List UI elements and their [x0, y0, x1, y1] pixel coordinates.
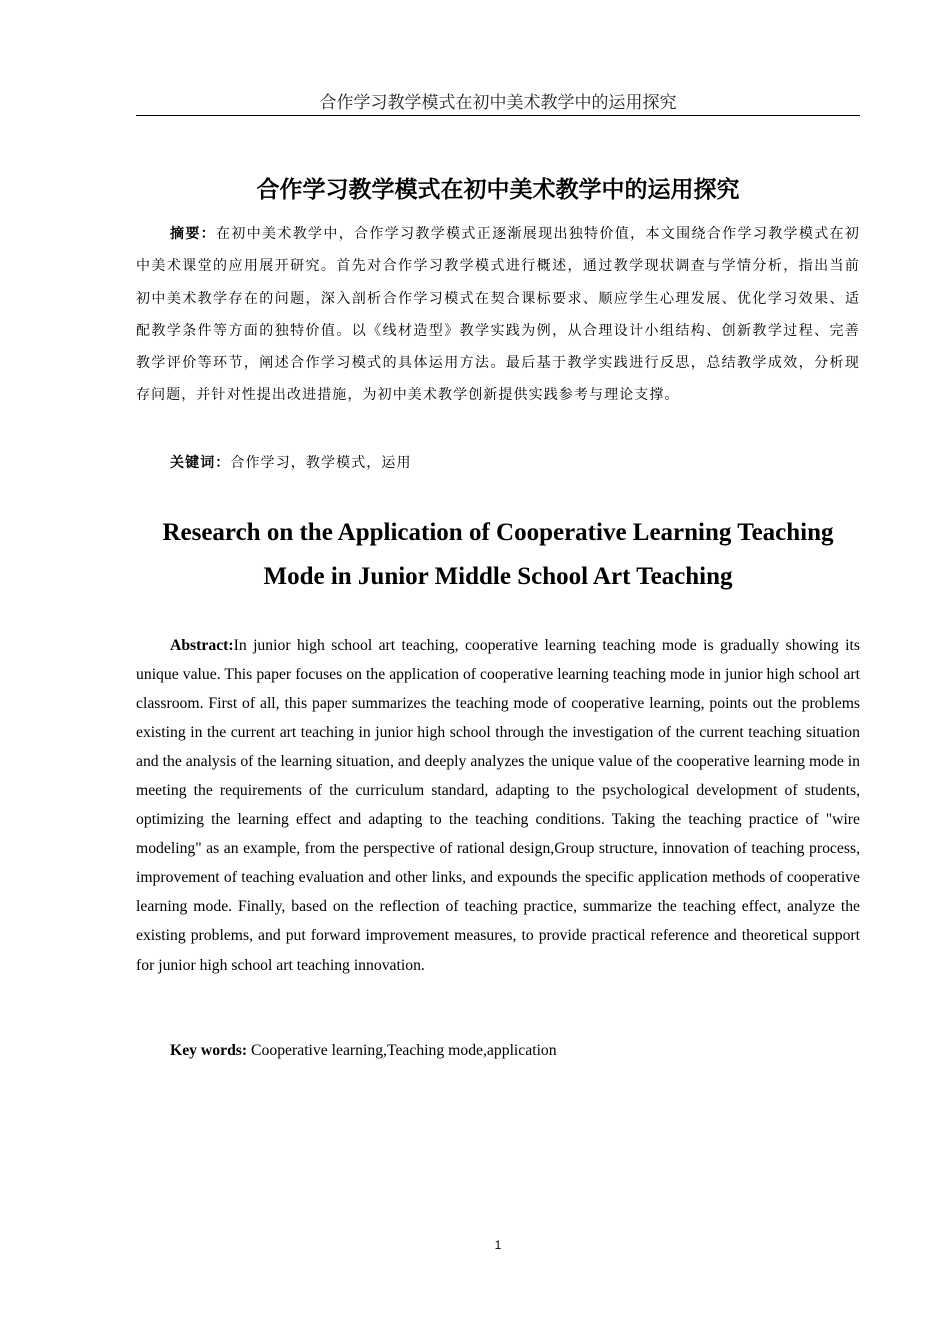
page-title-cn: 合作学习教学模式在初中美术教学中的运用探究: [256, 177, 740, 203]
page-number: 1: [494, 1238, 502, 1252]
keywords-cn: [170, 447, 860, 479]
running-header: 合作学习教学模式在初中美术教学中的运用探究: [319, 93, 677, 113]
keywords-en-text: Cooperative learning,Teaching mode,application: [247, 1042, 557, 1059]
keywords-cn-label: 关键词：: [170, 455, 231, 471]
keywords-cn-text: 合作学习，教学模式，运用: [230, 455, 412, 471]
abstract-en-label: Abstract:: [170, 637, 234, 654]
keywords-en: [170, 1036, 860, 1065]
abstract-en: [136, 631, 860, 980]
keywords-en-label: Key words:: [170, 1042, 248, 1059]
page-title-en: Research on the Application of Cooperative Learning Teaching Mode in Junior Middle School Art Teaching: [162, 519, 834, 590]
header-rule: [136, 115, 860, 116]
abstract-cn-label: 摘要：: [170, 226, 217, 242]
abstract-en-text: In junior high school art teaching, cooperative learning teaching mode is gradually showing its unique value. This paper focuses on the application of cooperative learning teaching mode in junior high school art classroom. First of all, this paper summarizes the teaching mode of cooperative learning, points out the problems existing in the current art teaching in junior high school through the investigation of the current teaching situation and the analysis of the learning situation, and deeply analyzes the unique value of the cooperative learning mode in meeting the requirements of the curriculum standard, adapting to the psychological development of students, optimizing the learning effect and adapting to the teaching conditions. Taking the teaching practice of "wire modeling" as an example, from the perspective of rational design,Group structure, innovation of teaching process, improvement of teaching evaluation and other links, and expounds the specific application methods of cooperative learning mode. Finally, based on the reflection of teaching practice, summarize the teaching effect, analyze the existing problems, and put forward improvement measures, to provide practical reference and theoretical support for junior high school art teaching innovation.: [136, 637, 860, 974]
abstract-cn-text: 在初中美术教学中，合作学习教学模式正逐渐展现出独特价值，本文围绕合作学习教学模式在初中美术课堂的应用展开研究。首先对合作学习教学模式进行概述，通过教学现状调查与学情分析，指出当前初中美术教学存在的问题，深入剖析合作学习模式在契合课标要求、顺应学生心理发展、优化学习效果、适配教学条件等方面的独特价值。以《线材造型》教学实践为例，从合理设计小组结构、创新教学过程、完善教学评价等环节，阐述合作学习模式的具体运用方法。最后基于教学实践进行反思，总结教学成效，分析现存问题，并针对性提出改进措施，为初中美术教学创新提供实践参考与理论支撑。: [136, 226, 860, 404]
abstract-cn: [136, 218, 860, 412]
